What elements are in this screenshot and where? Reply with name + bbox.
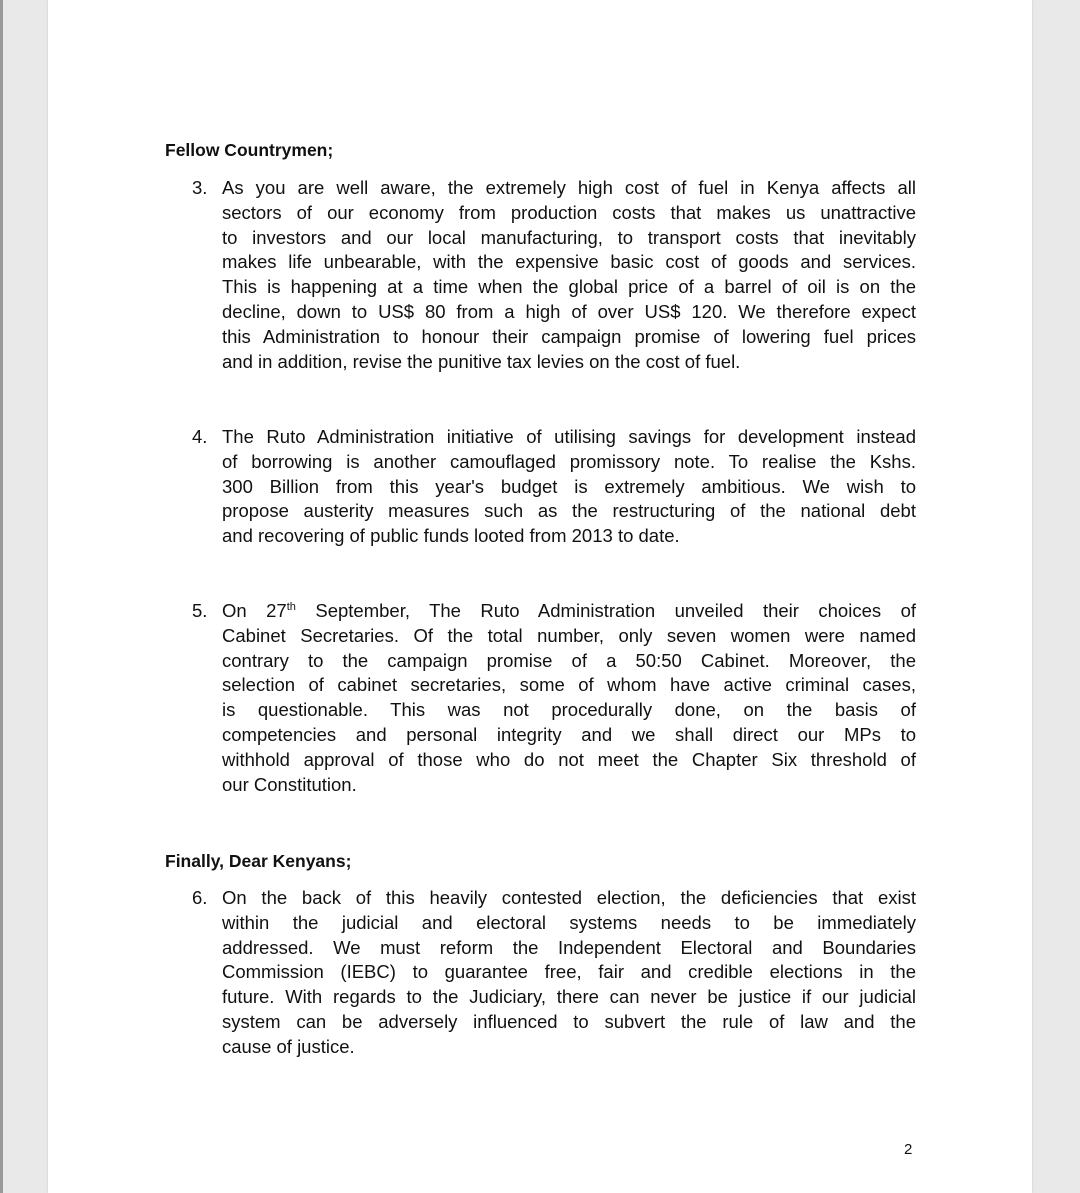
text-line: to investors and our local manufacturing, to transport costs that inevitably	[222, 226, 916, 248]
section-heading-fellow-countrymen: Fellow Countrymen;	[165, 140, 334, 160]
text-line: this Administration to honour their campaign promise of lowering fuel prices	[222, 325, 916, 347]
page-number: 2	[904, 1141, 913, 1158]
text-line: sectors of our economy from production costs that makes us unattractive	[222, 201, 916, 223]
text-line: of borrowing is another camouflaged promissory note. To realise the Kshs.	[222, 450, 916, 472]
document-page	[48, 0, 1032, 1193]
text-line: 300 Billion from this year's budget is extremely ambitious. We wish to	[222, 475, 916, 497]
list-item-number: 4.	[192, 426, 208, 447]
text-line: As you are well aware, the extremely high cost of fuel in Kenya affects all	[222, 177, 916, 198]
ordinal-suffix: th	[286, 601, 296, 613]
text-line	[222, 599, 916, 624]
text-line: competencies and personal integrity and we shall direct our MPs to	[222, 723, 916, 745]
text-line: selection of cabinet secretaries, some of whom have active criminal cases,	[222, 674, 916, 696]
text-line: our Constitution.	[222, 773, 357, 795]
text-line: addressed. We must reform the Independent Electoral and Boundaries	[222, 936, 916, 958]
text-line: makes life unbearable, with the expensive basic cost of goods and services.	[222, 251, 916, 273]
text-line: Cabinet Secretaries. Of the total number, only seven women were named	[222, 624, 916, 646]
text-line: Commission (IEBC) to guarantee free, fair and credible elections in the	[222, 961, 916, 983]
text-line: On the back of this heavily contested election, the deficiencies that exist	[222, 887, 916, 908]
text-line: is questionable. This was not procedurally done, on the basis of	[222, 699, 916, 721]
list-item-number: 6.	[192, 887, 208, 908]
list-item-text	[222, 425, 916, 549]
list-item-text	[222, 599, 916, 797]
text-line: and recovering of public funds looted from 2013 to date.	[222, 525, 680, 547]
text-line: future. With regards to the Judiciary, there can never be justice if our judicial	[222, 986, 916, 1008]
text-fragment: September, The Ruto Administration unveiled their choices of	[295, 600, 916, 621]
text-line: This is happening at a time when the global price of a barrel of oil is on the	[222, 276, 916, 298]
text-line: and in addition, revise the punitive tax levies on the cost of fuel.	[222, 350, 741, 372]
section-heading-finally: Finally, Dear Kenyans;	[165, 851, 352, 871]
text-line: within the judicial and electoral systems needs to be immediately	[222, 911, 916, 933]
list-item-number: 5.	[192, 600, 208, 621]
text-line: system can be adversely influenced to subvert the rule of law and the	[222, 1010, 916, 1032]
text-line: cause of justice.	[222, 1035, 355, 1057]
text-line: contrary to the campaign promise of a 50:50 Cabinet. Moreover, the	[222, 649, 916, 671]
list-item-text	[222, 886, 916, 1060]
list-item-number: 3.	[192, 177, 208, 198]
list-item-text	[222, 176, 916, 374]
text-fragment: On 27	[222, 600, 287, 621]
text-line: propose austerity measures such as the restructuring of the national debt	[222, 500, 916, 522]
text-line: The Ruto Administration initiative of utilising savings for development instead	[222, 426, 916, 447]
viewer-edge	[0, 0, 3, 1193]
text-line: decline, down to US$ 80 from a high of over US$ 120. We therefore expect	[222, 300, 916, 322]
text-line: withhold approval of those who do not meet the Chapter Six threshold of	[222, 748, 916, 770]
